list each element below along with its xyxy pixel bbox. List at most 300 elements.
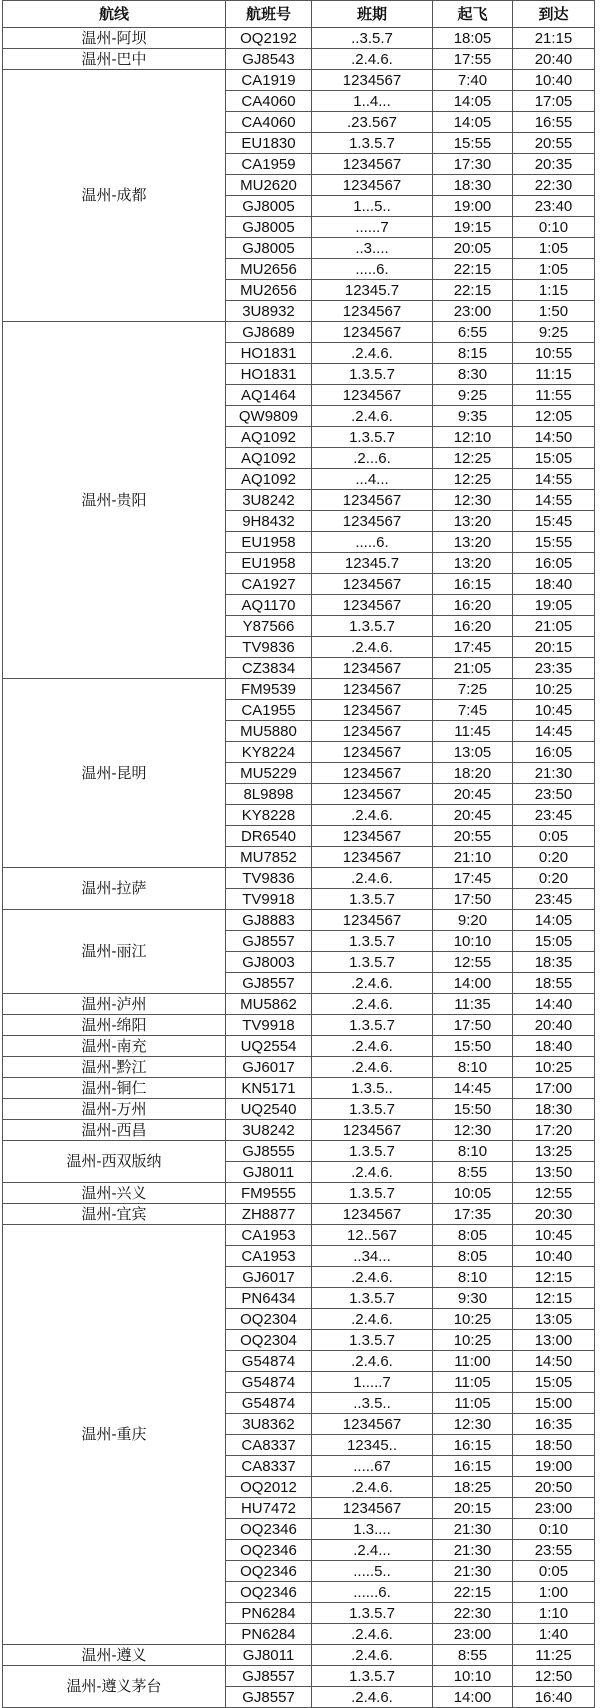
arrival-time-cell: 16:35 <box>513 1414 595 1435</box>
arrival-time-cell: 1:15 <box>513 280 595 301</box>
table-row <box>3 1036 595 1057</box>
departure-time-cell: 23:00 <box>433 301 513 322</box>
arrival-time-cell: 23:50 <box>513 784 595 805</box>
table-row <box>3 1645 595 1666</box>
arrival-time-cell: 22:30 <box>513 175 595 196</box>
arrival-time-cell: 18:50 <box>513 1435 595 1456</box>
flight-number-cell: EU1958 <box>226 532 312 553</box>
schedule-days-cell: 1.3.5.. <box>312 1078 433 1099</box>
schedule-days-cell: .2.4.6. <box>312 1309 433 1330</box>
departure-time-cell: 23:00 <box>433 1624 513 1645</box>
arrival-time-cell: 23:35 <box>513 658 595 679</box>
schedule-days-cell: ......7 <box>312 217 433 238</box>
departure-time-cell: 10:25 <box>433 1330 513 1351</box>
arrival-time-cell: 0:20 <box>513 868 595 889</box>
schedule-days-cell: ..3.5.. <box>312 1393 433 1414</box>
flight-number-cell: PN6434 <box>226 1288 312 1309</box>
route-cell: 温州-铜仁 <box>3 1078 226 1099</box>
arrival-time-cell: 15:55 <box>513 532 595 553</box>
flight-number-cell: 3U8362 <box>226 1414 312 1435</box>
schedule-days-cell: .2.4.6. <box>312 1351 433 1372</box>
header-route: 航线 <box>3 1 226 28</box>
departure-time-cell: 8:55 <box>433 1645 513 1666</box>
departure-time-cell: 8:55 <box>433 1162 513 1183</box>
arrival-time-cell: 19:00 <box>513 1456 595 1477</box>
flight-number-cell: GJ8011 <box>226 1162 312 1183</box>
flight-number-cell: FM9539 <box>226 679 312 700</box>
arrival-time-cell: 11:25 <box>513 1645 595 1666</box>
departure-time-cell: 13:20 <box>433 532 513 553</box>
schedule-days-cell: .2.4.6. <box>312 1162 433 1183</box>
schedule-days-cell: .2.4.6. <box>312 1624 433 1645</box>
departure-time-cell: 11:35 <box>433 994 513 1015</box>
departure-time-cell: 13:20 <box>433 553 513 574</box>
table-row <box>3 1120 595 1141</box>
schedule-days-cell: ......6. <box>312 1582 433 1603</box>
schedule-days-cell: 1.3.5.7 <box>312 1141 433 1162</box>
flight-number-cell: GJ8005 <box>226 217 312 238</box>
departure-time-cell: 18:05 <box>433 28 513 49</box>
arrival-time-cell: 10:45 <box>513 700 595 721</box>
schedule-days-cell: .2...6. <box>312 448 433 469</box>
schedule-days-cell: .2.4... <box>312 1540 433 1561</box>
schedule-days-cell: 1234567 <box>312 742 433 763</box>
arrival-time-cell: 13:00 <box>513 1330 595 1351</box>
arrival-time-cell: 23:00 <box>513 1498 595 1519</box>
departure-time-cell: 20:15 <box>433 1498 513 1519</box>
departure-time-cell: 12:25 <box>433 448 513 469</box>
departure-time-cell: 12:30 <box>433 490 513 511</box>
schedule-body <box>3 28 595 1708</box>
arrival-time-cell: 13:50 <box>513 1162 595 1183</box>
flight-schedule-table <box>2 0 595 1708</box>
route-cell: 温州-宜宾 <box>3 1204 226 1225</box>
route-cell: 温州-黔江 <box>3 1057 226 1078</box>
header-row <box>3 1 595 28</box>
departure-time-cell: 8:10 <box>433 1267 513 1288</box>
departure-time-cell: 21:30 <box>433 1519 513 1540</box>
arrival-time-cell: 15:05 <box>513 931 595 952</box>
arrival-time-cell: 10:40 <box>513 1246 595 1267</box>
schedule-days-cell: 1.3.5.7 <box>312 1015 433 1036</box>
arrival-time-cell: 14:50 <box>513 427 595 448</box>
departure-time-cell: 12:25 <box>433 469 513 490</box>
arrival-time-cell: 10:55 <box>513 343 595 364</box>
flight-number-cell: OQ2346 <box>226 1582 312 1603</box>
arrival-time-cell: 21:05 <box>513 616 595 637</box>
departure-time-cell: 17:35 <box>433 1204 513 1225</box>
departure-time-cell: 8:15 <box>433 343 513 364</box>
schedule-days-cell: 1.3.5.7 <box>312 364 433 385</box>
departure-time-cell: 14:05 <box>433 91 513 112</box>
arrival-time-cell: 14:40 <box>513 994 595 1015</box>
flight-number-cell: GJ8557 <box>226 1687 312 1708</box>
route-cell: 温州-遵义 <box>3 1645 226 1666</box>
departure-time-cell: 16:15 <box>433 1435 513 1456</box>
flight-number-cell: CA1955 <box>226 700 312 721</box>
arrival-time-cell: 1:05 <box>513 259 595 280</box>
arrival-time-cell: 1:05 <box>513 238 595 259</box>
flight-number-cell: MU2656 <box>226 280 312 301</box>
table-row <box>3 1183 595 1204</box>
arrival-time-cell: 18:40 <box>513 1036 595 1057</box>
arrival-time-cell: 10:40 <box>513 70 595 91</box>
departure-time-cell: 15:50 <box>433 1036 513 1057</box>
schedule-days-cell: 1.3.5.7 <box>312 1183 433 1204</box>
arrival-time-cell: 20:30 <box>513 1204 595 1225</box>
schedule-days-cell: 1...5.. <box>312 196 433 217</box>
schedule-days-cell: 12345.7 <box>312 280 433 301</box>
schedule-days-cell: 1234567 <box>312 322 433 343</box>
arrival-time-cell: 15:05 <box>513 1372 595 1393</box>
schedule-days-cell: ..34... <box>312 1246 433 1267</box>
departure-time-cell: 10:10 <box>433 931 513 952</box>
table-row <box>3 70 595 91</box>
flight-number-cell: KY8228 <box>226 805 312 826</box>
arrival-time-cell: 11:15 <box>513 364 595 385</box>
arrival-time-cell: 16:05 <box>513 742 595 763</box>
flight-number-cell: 3U8242 <box>226 490 312 511</box>
arrival-time-cell: 14:55 <box>513 490 595 511</box>
departure-time-cell: 17:30 <box>433 154 513 175</box>
arrival-time-cell: 20:35 <box>513 154 595 175</box>
arrival-time-cell: 23:55 <box>513 1540 595 1561</box>
flight-number-cell: CA1919 <box>226 70 312 91</box>
schedule-days-cell: .2.4.6. <box>312 973 433 994</box>
flight-number-cell: CA8337 <box>226 1456 312 1477</box>
route-cell: 温州-贵阳 <box>3 322 226 679</box>
departure-time-cell: 21:30 <box>433 1540 513 1561</box>
flight-number-cell: MU5229 <box>226 763 312 784</box>
arrival-time-cell: 23:45 <box>513 889 595 910</box>
route-cell: 温州-阿坝 <box>3 28 226 49</box>
flight-number-cell: GJ8557 <box>226 973 312 994</box>
header-arrival: 到达 <box>513 1 595 28</box>
schedule-days-cell: 1.3.5.7 <box>312 133 433 154</box>
departure-time-cell: 9:20 <box>433 910 513 931</box>
schedule-days-cell: 1234567 <box>312 721 433 742</box>
flight-number-cell: G54874 <box>226 1393 312 1414</box>
flight-number-cell: G54874 <box>226 1372 312 1393</box>
flight-number-cell: CA1959 <box>226 154 312 175</box>
schedule-days-cell: 12345.7 <box>312 553 433 574</box>
departure-time-cell: 11:45 <box>433 721 513 742</box>
flight-number-cell: TV9918 <box>226 889 312 910</box>
flight-number-cell: EU1958 <box>226 553 312 574</box>
route-cell: 温州-丽江 <box>3 910 226 994</box>
flight-number-cell: OQ2012 <box>226 1477 312 1498</box>
departure-time-cell: 20:45 <box>433 784 513 805</box>
table-row <box>3 28 595 49</box>
arrival-time-cell: 1:50 <box>513 301 595 322</box>
flight-number-cell: OQ2192 <box>226 28 312 49</box>
departure-time-cell: 14:00 <box>433 973 513 994</box>
flight-number-cell: DR6540 <box>226 826 312 847</box>
schedule-days-cell: 1.3.5.7 <box>312 889 433 910</box>
flight-number-cell: AQ1170 <box>226 595 312 616</box>
flight-number-cell: OQ2346 <box>226 1540 312 1561</box>
header-flight-no: 航班号 <box>226 1 312 28</box>
schedule-days-cell: 1234567 <box>312 763 433 784</box>
table-row <box>3 322 595 343</box>
arrival-time-cell: 15:45 <box>513 511 595 532</box>
route-cell: 温州-西双版纳 <box>3 1141 226 1183</box>
flight-number-cell: GJ8689 <box>226 322 312 343</box>
schedule-days-cell: 1234567 <box>312 1120 433 1141</box>
departure-time-cell: 15:50 <box>433 1099 513 1120</box>
schedule-days-cell: 1234567 <box>312 1204 433 1225</box>
schedule-days-cell: 1.....7 <box>312 1372 433 1393</box>
flight-number-cell: Y87566 <box>226 616 312 637</box>
schedule-days-cell: 1234567 <box>312 595 433 616</box>
table-row <box>3 679 595 700</box>
flight-number-cell: KY8224 <box>226 742 312 763</box>
schedule-days-cell: .2.4.6. <box>312 637 433 658</box>
arrival-time-cell: 10:25 <box>513 679 595 700</box>
flight-number-cell: AQ1092 <box>226 448 312 469</box>
route-cell: 温州-兴义 <box>3 1183 226 1204</box>
flight-number-cell: GJ8005 <box>226 238 312 259</box>
arrival-time-cell: 15:05 <box>513 448 595 469</box>
schedule-days-cell: 1.3.5.7 <box>312 1099 433 1120</box>
route-cell: 温州-西昌 <box>3 1120 226 1141</box>
schedule-days-cell: .2.4.6. <box>312 1036 433 1057</box>
arrival-time-cell: 21:15 <box>513 28 595 49</box>
flight-number-cell: CA4060 <box>226 112 312 133</box>
schedule-days-cell: .2.4.6. <box>312 343 433 364</box>
table-row <box>3 1057 595 1078</box>
table-row <box>3 1204 595 1225</box>
schedule-days-cell: 1234567 <box>312 574 433 595</box>
flight-number-cell: TV9836 <box>226 868 312 889</box>
departure-time-cell: 12:10 <box>433 427 513 448</box>
schedule-days-cell: 1.3.5.7 <box>312 1603 433 1624</box>
schedule-days-cell: 1234567 <box>312 847 433 868</box>
arrival-time-cell: 20:40 <box>513 1015 595 1036</box>
flight-number-cell: OQ2346 <box>226 1519 312 1540</box>
schedule-days-cell: ..3.5.7 <box>312 28 433 49</box>
schedule-days-cell: .2.4.6. <box>312 1267 433 1288</box>
flight-number-cell: MU5862 <box>226 994 312 1015</box>
flight-number-cell: CA1953 <box>226 1225 312 1246</box>
flight-number-cell: GJ6017 <box>226 1267 312 1288</box>
arrival-time-cell: 12:55 <box>513 1183 595 1204</box>
departure-time-cell: 16:20 <box>433 616 513 637</box>
arrival-time-cell: 12:50 <box>513 1666 595 1687</box>
route-cell: 温州-成都 <box>3 70 226 322</box>
flight-number-cell: GJ8883 <box>226 910 312 931</box>
arrival-time-cell: 19:05 <box>513 595 595 616</box>
schedule-days-cell: ...4... <box>312 469 433 490</box>
flight-number-cell: TV9918 <box>226 1015 312 1036</box>
departure-time-cell: 10:05 <box>433 1183 513 1204</box>
flight-number-cell: GJ6017 <box>226 1057 312 1078</box>
departure-time-cell: 18:25 <box>433 1477 513 1498</box>
route-cell: 温州-万州 <box>3 1099 226 1120</box>
arrival-time-cell: 12:15 <box>513 1267 595 1288</box>
departure-time-cell: 13:05 <box>433 742 513 763</box>
flight-number-cell: MU5880 <box>226 721 312 742</box>
flight-number-cell: EU1830 <box>226 133 312 154</box>
flight-number-cell: QW9809 <box>226 406 312 427</box>
flight-number-cell: HU7472 <box>226 1498 312 1519</box>
route-cell: 温州-绵阳 <box>3 1015 226 1036</box>
route-cell: 温州-昆明 <box>3 679 226 868</box>
schedule-days-cell: ..3.... <box>312 238 433 259</box>
departure-time-cell: 7:25 <box>433 679 513 700</box>
schedule-days-cell: .2.4.6. <box>312 1057 433 1078</box>
departure-time-cell: 19:00 <box>433 196 513 217</box>
departure-time-cell: 18:30 <box>433 175 513 196</box>
flight-number-cell: PN6284 <box>226 1624 312 1645</box>
departure-time-cell: 22:15 <box>433 1582 513 1603</box>
flight-number-cell: OQ2304 <box>226 1330 312 1351</box>
flight-number-cell: MU2656 <box>226 259 312 280</box>
flight-number-cell: OQ2346 <box>226 1561 312 1582</box>
flight-number-cell: GJ8003 <box>226 952 312 973</box>
flight-number-cell: CA1927 <box>226 574 312 595</box>
departure-time-cell: 11:05 <box>433 1393 513 1414</box>
arrival-time-cell: 17:05 <box>513 91 595 112</box>
flight-number-cell: GJ8557 <box>226 1666 312 1687</box>
arrival-time-cell: 18:55 <box>513 973 595 994</box>
departure-time-cell: 12:30 <box>433 1414 513 1435</box>
departure-time-cell: 12:30 <box>433 1120 513 1141</box>
departure-time-cell: 16:15 <box>433 574 513 595</box>
header-schedule-days: 班期 <box>312 1 433 28</box>
header-departure: 起飞 <box>433 1 513 28</box>
flight-number-cell: AQ1092 <box>226 469 312 490</box>
arrival-time-cell: 16:05 <box>513 553 595 574</box>
table-row <box>3 1015 595 1036</box>
departure-time-cell: 13:20 <box>433 511 513 532</box>
table-row <box>3 994 595 1015</box>
flight-number-cell: CA1953 <box>226 1246 312 1267</box>
flight-number-cell: FM9555 <box>226 1183 312 1204</box>
schedule-days-cell: .23.567 <box>312 112 433 133</box>
departure-time-cell: 18:20 <box>433 763 513 784</box>
flight-number-cell: ZH8877 <box>226 1204 312 1225</box>
arrival-time-cell: 23:40 <box>513 196 595 217</box>
schedule-days-cell: 1234567 <box>312 700 433 721</box>
arrival-time-cell: 18:35 <box>513 952 595 973</box>
flight-number-cell: CA8337 <box>226 1435 312 1456</box>
arrival-time-cell: 1:10 <box>513 1603 595 1624</box>
flight-number-cell: HO1831 <box>226 343 312 364</box>
arrival-time-cell: 20:55 <box>513 133 595 154</box>
schedule-days-cell: 1234567 <box>312 658 433 679</box>
arrival-time-cell: 18:30 <box>513 1099 595 1120</box>
flight-number-cell: 3U8932 <box>226 301 312 322</box>
departure-time-cell: 8:10 <box>433 1057 513 1078</box>
schedule-days-cell: .2.4.6. <box>312 805 433 826</box>
departure-time-cell: 12:55 <box>433 952 513 973</box>
arrival-time-cell: 17:20 <box>513 1120 595 1141</box>
flight-number-cell: AQ1092 <box>226 427 312 448</box>
schedule-days-cell: 1234567 <box>312 175 433 196</box>
schedule-days-cell: 12345.. <box>312 1435 433 1456</box>
schedule-days-cell: 1234567 <box>312 385 433 406</box>
arrival-time-cell: 0:10 <box>513 217 595 238</box>
departure-time-cell: 14:45 <box>433 1078 513 1099</box>
schedule-days-cell: 1.3.5.7 <box>312 1666 433 1687</box>
table-row <box>3 910 595 931</box>
schedule-days-cell: 1234567 <box>312 826 433 847</box>
arrival-time-cell: 9:25 <box>513 322 595 343</box>
arrival-time-cell: 14:50 <box>513 1351 595 1372</box>
departure-time-cell: 17:50 <box>433 889 513 910</box>
departure-time-cell: 9:30 <box>433 1288 513 1309</box>
flight-number-cell: GJ8543 <box>226 49 312 70</box>
arrival-time-cell: 20:40 <box>513 49 595 70</box>
flight-number-cell: UQ2540 <box>226 1099 312 1120</box>
arrival-time-cell: 20:50 <box>513 1477 595 1498</box>
departure-time-cell: 20:45 <box>433 805 513 826</box>
departure-time-cell: 9:25 <box>433 385 513 406</box>
arrival-time-cell: 20:15 <box>513 637 595 658</box>
schedule-days-cell: .2.4.6. <box>312 868 433 889</box>
flight-number-cell: G54874 <box>226 1351 312 1372</box>
schedule-days-cell: .2.4.6. <box>312 994 433 1015</box>
schedule-days-cell: 1.3.5.7 <box>312 1330 433 1351</box>
table-row <box>3 1225 595 1246</box>
schedule-days-cell: 1.3.5.7 <box>312 952 433 973</box>
arrival-time-cell: 17:00 <box>513 1078 595 1099</box>
table-row <box>3 1141 595 1162</box>
arrival-time-cell: 12:15 <box>513 1288 595 1309</box>
departure-time-cell: 10:25 <box>433 1309 513 1330</box>
schedule-days-cell: 1234567 <box>312 1414 433 1435</box>
schedule-days-cell: 1234567 <box>312 301 433 322</box>
arrival-time-cell: 0:10 <box>513 1519 595 1540</box>
departure-time-cell: 20:55 <box>433 826 513 847</box>
flight-number-cell: GJ8557 <box>226 931 312 952</box>
route-cell: 温州-重庆 <box>3 1225 226 1645</box>
arrival-time-cell: 13:25 <box>513 1141 595 1162</box>
flight-number-cell: HO1831 <box>226 364 312 385</box>
schedule-days-cell: 1234567 <box>312 784 433 805</box>
arrival-time-cell: 0:05 <box>513 1561 595 1582</box>
flight-number-cell: MU2620 <box>226 175 312 196</box>
departure-time-cell: 21:30 <box>433 1561 513 1582</box>
route-cell: 温州-南充 <box>3 1036 226 1057</box>
flight-number-cell: GJ8555 <box>226 1141 312 1162</box>
flight-number-cell: GJ8005 <box>226 196 312 217</box>
flight-number-cell: 3U8242 <box>226 1120 312 1141</box>
schedule-days-cell: 1.3.... <box>312 1519 433 1540</box>
schedule-days-cell: .....67 <box>312 1456 433 1477</box>
arrival-time-cell: 11:55 <box>513 385 595 406</box>
departure-time-cell: 11:00 <box>433 1351 513 1372</box>
schedule-days-cell: 1..4... <box>312 91 433 112</box>
flight-number-cell: 8L9898 <box>226 784 312 805</box>
schedule-days-cell: 1234567 <box>312 679 433 700</box>
schedule-days-cell: .2.4.6. <box>312 406 433 427</box>
departure-time-cell: 22:15 <box>433 280 513 301</box>
schedule-days-cell: 1234567 <box>312 154 433 175</box>
departure-time-cell: 9:35 <box>433 406 513 427</box>
departure-time-cell: 17:45 <box>433 637 513 658</box>
arrival-time-cell: 18:40 <box>513 574 595 595</box>
schedule-days-cell: 1.3.5.7 <box>312 427 433 448</box>
departure-time-cell: 7:40 <box>433 70 513 91</box>
departure-time-cell: 8:05 <box>433 1246 513 1267</box>
route-cell: 温州-遵义茅台 <box>3 1666 226 1708</box>
departure-time-cell: 21:05 <box>433 658 513 679</box>
departure-time-cell: 17:50 <box>433 1015 513 1036</box>
arrival-time-cell: 12:05 <box>513 406 595 427</box>
schedule-days-cell: 1234567 <box>312 511 433 532</box>
